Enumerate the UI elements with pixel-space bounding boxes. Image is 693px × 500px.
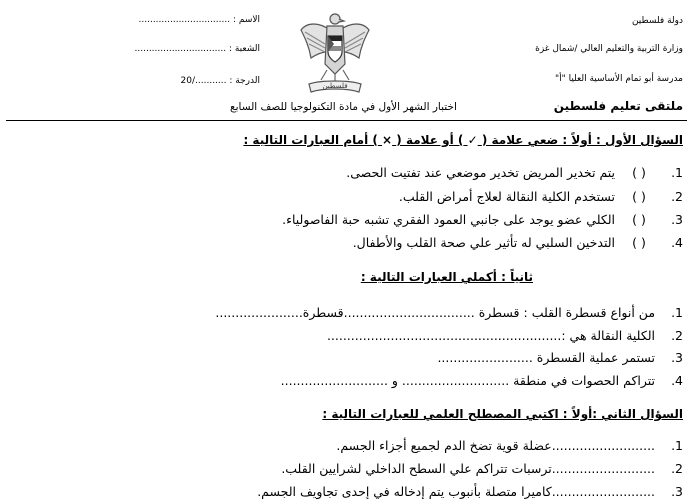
q1-item-num: 1.: [671, 165, 683, 180]
answer-paren[interactable]: ( ): [632, 235, 646, 250]
section-dots: ................................: [134, 44, 227, 54]
name-field: [60, 15, 260, 25]
q1-item: [346, 165, 683, 180]
q1-item-text: الكلي عضو يوجد على جانبي العمود الفقري تشبه حبة الفاصولياء.: [282, 212, 616, 227]
forum-label: ملتقى تعليم فلسطين: [553, 99, 683, 113]
q1b-item-num: 4.: [671, 373, 683, 388]
q1b-item-num: 3.: [671, 350, 683, 365]
section-field: [60, 44, 260, 54]
q1-item: [399, 189, 683, 204]
section-label: الشعبة :: [228, 44, 260, 54]
q1-item-num: 4.: [671, 235, 683, 250]
grade-field: [140, 76, 260, 86]
name-label: الاسم :: [232, 15, 260, 25]
q1b-item: [437, 350, 683, 365]
grade-label: الدرجة :: [229, 76, 260, 86]
q1-item-text: تستخدم الكلية النقالة لعلاج أمراض القلب.: [398, 189, 616, 204]
q2-item-num: 3.: [671, 484, 683, 499]
q1-item-text: يتم تخدير المريض تخدير موضعي عند تفتيت الحصى.: [346, 165, 616, 180]
answer-paren[interactable]: ( ): [632, 189, 646, 204]
q1b-item-num: 2.: [671, 328, 683, 343]
q1b-item-text: الكلية النقالة هي :...........................................................: [326, 328, 656, 343]
q1-title-prefix: السؤال الأول : أولاً : ضعي علامة (: [481, 133, 683, 147]
q1-title-suffix: ) أمام العبارات التالية :: [243, 133, 378, 147]
q1b-item-text: تستمر عملية القسطرة ........................: [437, 350, 656, 365]
q1-item: [282, 212, 683, 227]
q2-title: السؤال الثاني :أولاً : اكتبي المصطلح العلمي للعبارات التالية :: [322, 407, 683, 421]
q1b-item-text: من أنواع قسطرة القلب : قسطرة .................................قسطرة......................: [215, 305, 656, 320]
q2-item-text: ..........................ترسبات تتراكم علي السطح الداخلي لشرايين القلب.: [281, 461, 656, 476]
q1-item: [353, 235, 683, 250]
q1-title-mid: ) أو علامة (: [396, 133, 464, 147]
q1-item-text: التدخين السلبي له تأثير علي صحة القلب والأطفال.: [352, 235, 616, 250]
cross-mark-icon: ×: [382, 133, 393, 147]
q1b-title: ثانياً : أكملي العبارات التالية :: [360, 270, 533, 284]
grade-dots: ...........: [195, 76, 227, 86]
q1-title: [243, 133, 683, 147]
check-mark-icon: ✓: [467, 133, 478, 147]
header-divider: [6, 120, 687, 121]
state-label: دولة فلسطين: [631, 16, 683, 26]
q1-item-num: 2.: [671, 189, 683, 204]
q2-item-text: ..........................عضلة قوية تضخ الدم لجميع أجزاء الجسم.: [336, 438, 656, 453]
answer-paren[interactable]: ( ): [632, 165, 646, 180]
name-dots: ................................: [138, 15, 231, 25]
q1b-item: [327, 328, 683, 343]
school-label: مدرسة أبو تمام الأساسية العليا "أ": [554, 74, 683, 84]
ministry-label: وزارة التربية والتعليم العالي /شمال غزة: [535, 44, 683, 54]
q2-item: [257, 484, 683, 499]
q1b-item-text: تتراكم الحصوات في منطقة ........................... و ...........................: [280, 373, 656, 388]
grade-total: /20: [180, 76, 196, 86]
q2-item-num: 1.: [671, 438, 683, 453]
emblem-caption: فلسطين: [322, 82, 348, 90]
answer-paren[interactable]: ( ): [632, 212, 646, 227]
exam-title: اختبار الشهر الأول في مادة التكنولوجيا للصف السابع: [230, 101, 457, 113]
q2-item-text: ..........................كاميرا متصلة بأنبوب يتم إدخاله في إحدى تجاويف الجسم.: [257, 484, 656, 499]
q2-item-num: 2.: [671, 461, 683, 476]
palestine-emblem: [297, 8, 373, 100]
q2-item: [281, 461, 683, 476]
q1-item-num: 3.: [671, 212, 683, 227]
q1b-item: [281, 373, 683, 388]
q1b-item-num: 1.: [671, 305, 683, 320]
q2-item: [336, 438, 683, 453]
q1b-item: [215, 305, 683, 320]
